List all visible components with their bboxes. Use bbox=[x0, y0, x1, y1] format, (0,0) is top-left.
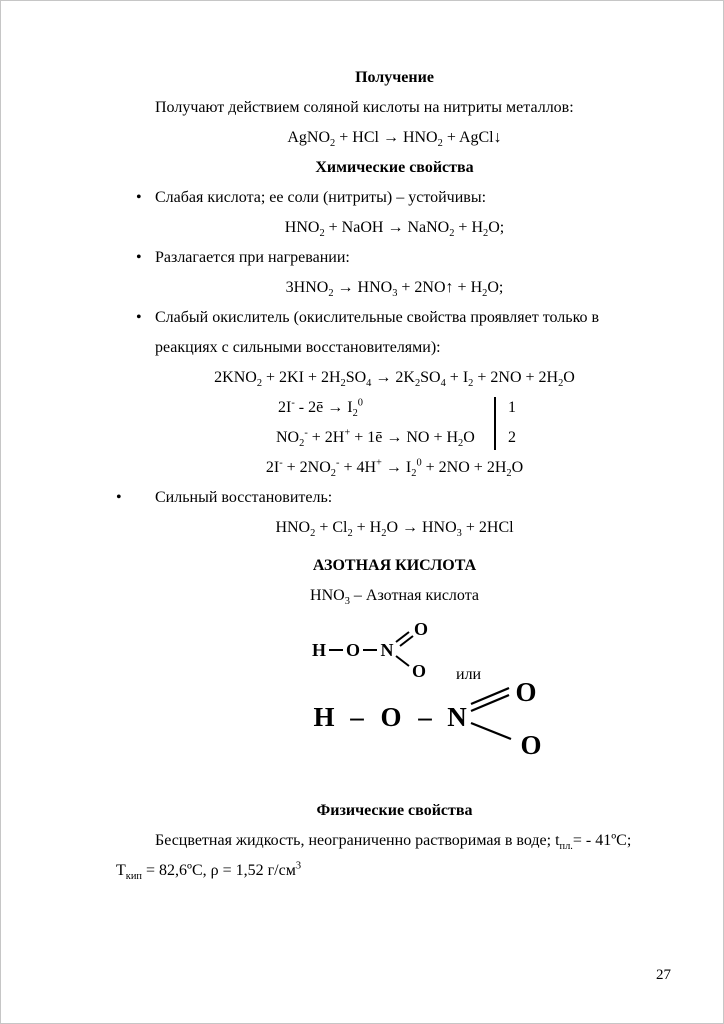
physical-properties-line1: Бесцветная жидкость, неограниченно растворимая в воде; $t_{пл.}=$ - 41ºС; bbox=[155, 832, 632, 853]
equation-hno2-naoh: $HNO_2$ + NaOH → NaNO$_2$ + $H_2O$; bbox=[284, 219, 505, 240]
section-title-physical-properties: Физические свойства bbox=[316, 802, 473, 819]
list-item-weak-oxidizer bbox=[116, 303, 673, 363]
half-reaction-1: 2I- - 2ē → $I_2^0$ bbox=[278, 397, 363, 420]
list-item-text: Слабый окислитель (окислительные свойства проявляет только в реакциях с сильными восстановителями): bbox=[155, 309, 600, 356]
atom-o-small: O bbox=[345, 640, 361, 660]
or-label: или bbox=[456, 666, 482, 683]
section-title-receiving: Получение bbox=[355, 69, 434, 86]
list-item-text: Разлагается при нагревании: bbox=[155, 249, 350, 266]
half-reaction-2: $NO_2^- + 2H^+$ + 1ē → NO + $H_2O$ bbox=[276, 427, 475, 450]
structural-formula-drawing bbox=[141, 611, 621, 761]
bullet-marker: • bbox=[136, 309, 142, 326]
divider-line bbox=[494, 397, 496, 450]
list-item-decomposition bbox=[116, 243, 673, 273]
atom-o-top-small: O bbox=[413, 619, 429, 639]
list-item-text: Сильный восстановитель: bbox=[155, 489, 333, 506]
equation-hno2-cl2: $HNO_2 + Cl_2 + H_2O \to HNO_3 + 2HCl$ bbox=[275, 519, 514, 540]
bullet-marker: • bbox=[136, 249, 142, 266]
bullet-marker: • bbox=[116, 489, 122, 506]
double-bond-line bbox=[471, 695, 509, 711]
equation-agno2-hcl: AgNO$_2$ + HCl → $HNO_2$ + AgCl↓ bbox=[287, 129, 502, 150]
section-title-chemical-properties: Химические свойства bbox=[315, 159, 474, 176]
section-title-nitric-acid: АЗОТНАЯ КИСЛОТА bbox=[312, 557, 477, 574]
atom-h-large: H bbox=[313, 702, 335, 732]
atom-n-large: N bbox=[447, 702, 467, 732]
bond-dash: – bbox=[350, 702, 364, 732]
half-reaction-coefficient-1: 1 bbox=[508, 399, 516, 416]
equation-3hno2: $3HNO_2 \to HNO_3$ + 2NO↑ + $H_2O$; bbox=[285, 279, 504, 300]
equation-total-ionic: $2I^- + 2NO_2^- + 4H^+ \to I_2^0 + 2NO + 2H_2O$ bbox=[265, 457, 524, 480]
document-content bbox=[1, 1, 723, 886]
receiving-intro-paragraph: Получают действием соляной кислоты на нитриты металлов: bbox=[155, 99, 574, 116]
equation-2kno2-2ki: $2KNO_2 + 2KI + 2H_2SO_4 \to 2K_2SO_4 + I_2 + 2NO + 2H_2O$ bbox=[214, 369, 575, 390]
bullet-marker: • bbox=[136, 189, 142, 206]
page-number: 27 bbox=[656, 967, 671, 983]
double-bond-line bbox=[471, 688, 509, 704]
list-item-strong-reducer bbox=[116, 483, 673, 513]
physical-properties-line2: $Т_{кип}$ = 82,6ºС, ρ = 1,52 $г/см^3$ bbox=[116, 860, 302, 883]
bond-line bbox=[396, 656, 409, 666]
bond-dash: – bbox=[418, 702, 432, 732]
atom-o-bottom-large: O bbox=[520, 730, 542, 760]
nitric-acid-subtitle: $HNO_3$ – Азотная кислота bbox=[310, 587, 479, 608]
bond-line bbox=[471, 723, 511, 739]
list-item-text: Слабая кислота; ее соли (нитриты) – устойчивы: bbox=[155, 189, 487, 206]
half-reactions-block bbox=[116, 393, 673, 453]
atom-n-small: N bbox=[380, 640, 394, 660]
atom-o-top-large: O bbox=[515, 677, 537, 707]
list-item-weak-acid bbox=[116, 183, 673, 213]
atom-o-bottom-small: O bbox=[411, 661, 427, 681]
half-reaction-coefficient-2: 2 bbox=[508, 429, 516, 446]
atom-o-large: O bbox=[380, 702, 402, 732]
atom-h-small: H bbox=[311, 640, 327, 660]
